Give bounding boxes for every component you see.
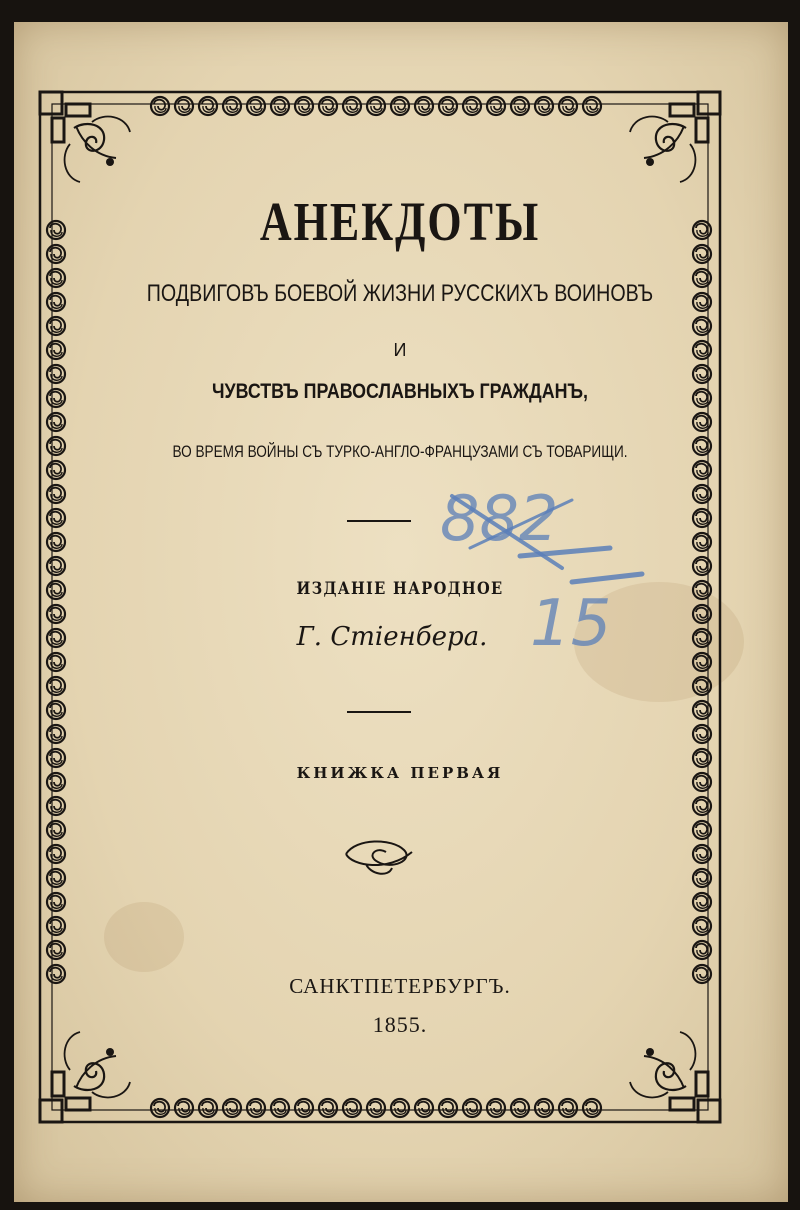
imprint-year: 1855. bbox=[372, 1012, 428, 1037]
publisher-name: Г. Стiенбера. bbox=[296, 622, 488, 652]
handwritten-number-top: 882 bbox=[440, 482, 559, 555]
subtitle-line-1: ПОДВИГОВЪ БОЕВОЙ ЖИЗНИ РУССКИХЪ ВОИНОВЪ bbox=[146, 280, 654, 307]
page-title: АНЕКДОТЫ bbox=[259, 191, 541, 253]
subtitle-conjunction: И bbox=[393, 340, 407, 360]
subtitle-line-2: ЧУВСТВЪ ПРАВОСЛАВНЫХЪ ГРАЖДАНЪ, bbox=[211, 380, 589, 403]
subtitle-line-3: ВО ВРЕМЯ ВОЙНЫ СЪ ТУРКО-АНГЛО-ФРАНЦУЗАМИ СЪ ТОВАРИЩИ. bbox=[172, 442, 628, 461]
edition-label: ИЗДАНIЕ НАРОДНОЕ bbox=[296, 579, 504, 599]
book-label: КНИЖКА ПЕРВАЯ bbox=[296, 764, 504, 782]
handwritten-number-bottom: 15 bbox=[530, 587, 612, 661]
imprint-city: САНКТПЕТЕРБУРГЪ. bbox=[289, 974, 511, 998]
